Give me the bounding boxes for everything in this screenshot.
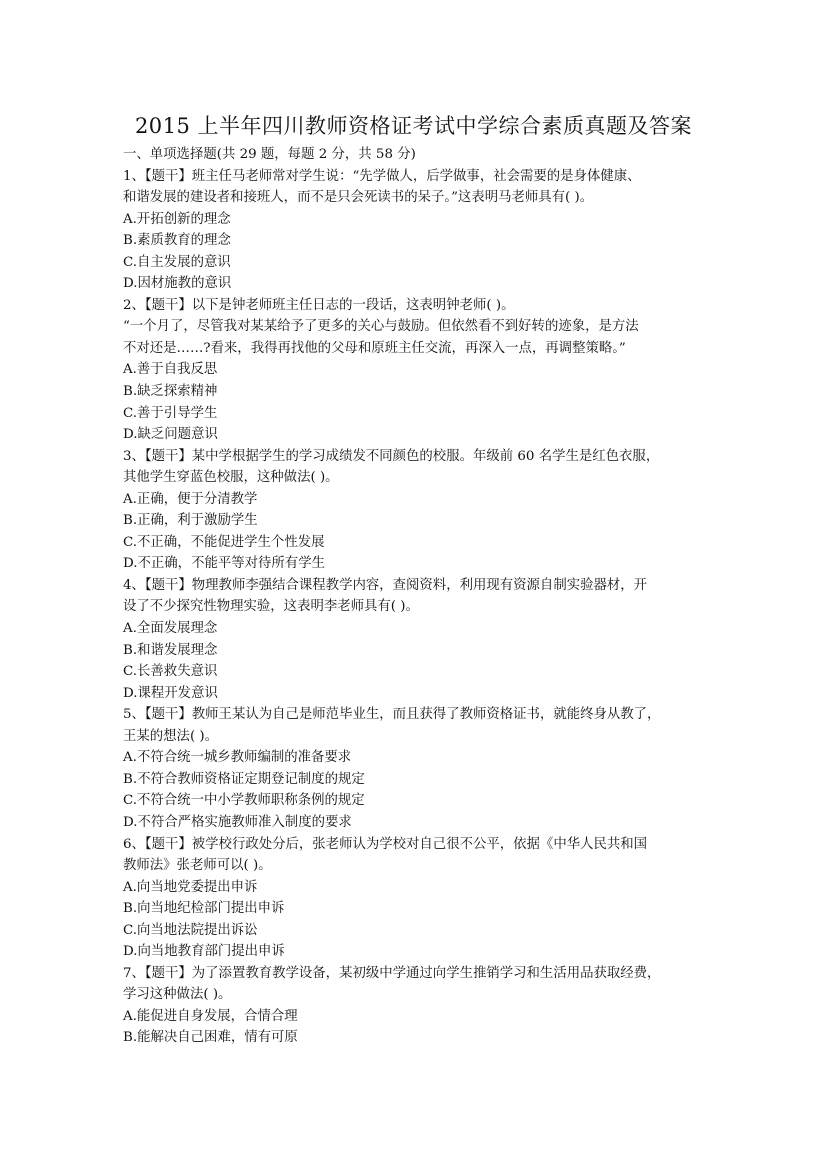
question-stem [123,575,708,618]
option-a: A.向当地党委提出申诉 [123,879,258,895]
stem-line: 其他学生穿蓝色校服，这种做法( )。 [123,470,339,486]
option-a: A.全面发展理念 [123,621,218,637]
option-c: C.不符合统一中小学教师职称条例的规定 [123,793,365,809]
option-b: B.素质教育的理念 [123,233,231,249]
stem-line: 1、【题干】班主任马老师常对学生说：“先学做人，后学做事，社会需要的是身体健康、 [123,168,641,184]
option-b: B.不符合教师资格证定期登记制度的规定 [123,771,365,787]
stem-line: 4、【题干】物理教师李强结合课程教学内容，查阅资料，利用现有资源自制实验器材，开 [123,577,648,593]
option-d: D.课程开发意识 [123,685,218,701]
document-body [123,144,708,1049]
stem-line: 2、【题干】以下是钟老师班主任日志的一段话，这表明钟老师( )。 [123,297,515,313]
question-stem [123,834,708,877]
stem-line: 3、【题干】某中学根据学生的学习成绩发不同颜色的校服。年级前 60 名学生是红色衣服， [123,448,660,464]
option-c: C.长善救失意识 [123,664,218,680]
option-c: C.向当地法院提出诉讼 [123,922,258,938]
option-a: A.能促进自身发展，合情合理 [123,1008,298,1024]
option-b: B.向当地纪检部门提出申诉 [123,901,285,917]
stem-line: 5、【题干】教师王某认为自己是师范毕业生，而且获得了教师资格证书，就能终身从教了， [123,707,661,723]
stem-line: 6、【题干】被学校行政处分后，张老师认为学校对自己很不公平，依据《中华人民共和国 [123,836,648,852]
stem-line: 设了不少探究性物理实验，这表明李老师具有( )。 [123,599,419,615]
question-stem [123,446,708,489]
question-7 [123,963,708,1049]
question-5 [123,704,708,833]
question-6 [123,834,708,963]
question-stem [123,704,708,747]
question-4 [123,575,708,704]
question-stem [123,295,708,360]
question-2 [123,295,708,446]
section-header: 一、单项选择题(共 29 题，每题 2 分，共 58 分) [123,147,416,162]
stem-line: 王某的想法( )。 [123,728,219,744]
option-d: D.缺乏问题意识 [123,427,218,443]
option-c: C.善于引导学生 [123,405,218,421]
option-b: B.和谐发展理念 [123,642,218,658]
option-b: B.能解决自己困难，情有可原 [123,1030,298,1046]
option-a: A.善于自我反思 [123,362,218,378]
document-title: 2015 上半年四川教师资格证考试中学综合素质真题及答案 [134,114,693,138]
question-stem [123,963,708,1006]
stem-line: 教师法》张老师可以( )。 [123,858,272,874]
stem-line: 和谐发展的建设者和接班人，而不是只会死读书的呆子。”这表明马老师具有( )。 [123,190,594,206]
option-c: C.不正确，不能促进学生个性发展 [123,534,325,550]
stem-line: 不对还是……?看来，我得再找他的父母和原班主任交流，再深入一点，再调整策略。” [123,340,626,356]
option-d: D.不符合严格实施教师准入制度的要求 [123,814,352,830]
option-a: A.正确，便于分清教学 [123,491,258,507]
option-b: B.正确，利于激励学生 [123,513,258,529]
question-3 [123,446,708,575]
option-a: A.开拓创新的理念 [123,211,231,227]
option-a: A.不符合统一城乡教师编制的准备要求 [123,750,352,766]
option-b: B.缺乏探索精神 [123,384,218,400]
option-d: D.因材施教的意识 [123,276,232,292]
question-1 [123,166,708,295]
question-stem [123,166,708,209]
option-d: D.向当地教育部门提出申诉 [123,944,285,960]
option-c: C.自主发展的意识 [123,254,231,270]
stem-line: “一个月了，尽管我对某某给予了更多的关心与鼓励。但依然看不到好转的迹象，是方法 [123,319,639,335]
option-d: D.不正确，不能平等对待所有学生 [123,556,325,572]
stem-line: 学习这种做法( )。 [123,987,232,1003]
stem-line: 7、【题干】为了添置教育教学设备，某初级中学通过向学生推销学习和生活用品获取经费， [123,965,661,981]
